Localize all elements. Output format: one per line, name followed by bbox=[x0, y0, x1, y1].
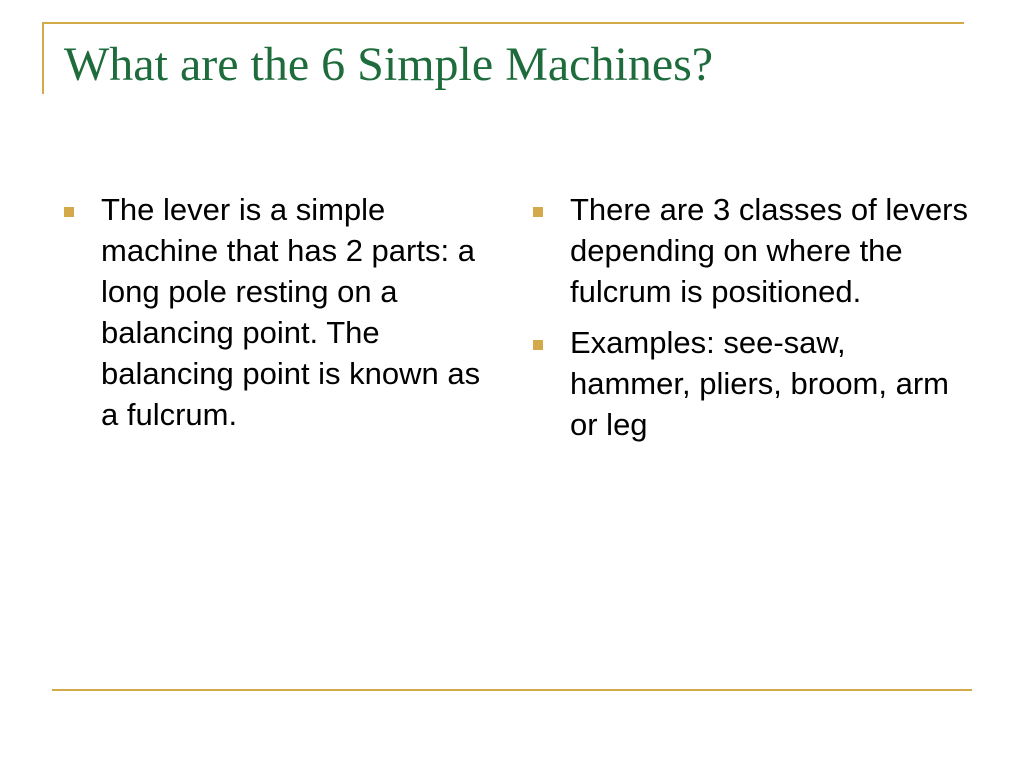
square-bullet-icon bbox=[64, 207, 74, 217]
bullet-text: Examples: see-saw, hammer, pliers, broom, arm or leg bbox=[570, 324, 949, 442]
bullet-item bbox=[533, 190, 973, 313]
bottom-divider-line bbox=[52, 689, 972, 691]
bullet-text: There are 3 classes of levers depending on where the fulcrum is positioned. bbox=[570, 192, 969, 309]
top-border-line bbox=[42, 22, 964, 24]
bullet-item bbox=[64, 190, 504, 435]
slide-title: What are the 6 Simple Machines? bbox=[64, 38, 714, 91]
square-bullet-icon bbox=[533, 340, 543, 350]
right-column-bullets bbox=[533, 190, 973, 455]
square-bullet-icon bbox=[533, 207, 543, 217]
bullet-item bbox=[533, 323, 973, 446]
left-column-bullets bbox=[64, 190, 504, 445]
left-border-line bbox=[42, 22, 44, 94]
bullet-text: The lever is a simple machine that has 2 parts: a long pole resting on a balancing point. The balancing point is known as a fulcrum. bbox=[101, 192, 481, 432]
